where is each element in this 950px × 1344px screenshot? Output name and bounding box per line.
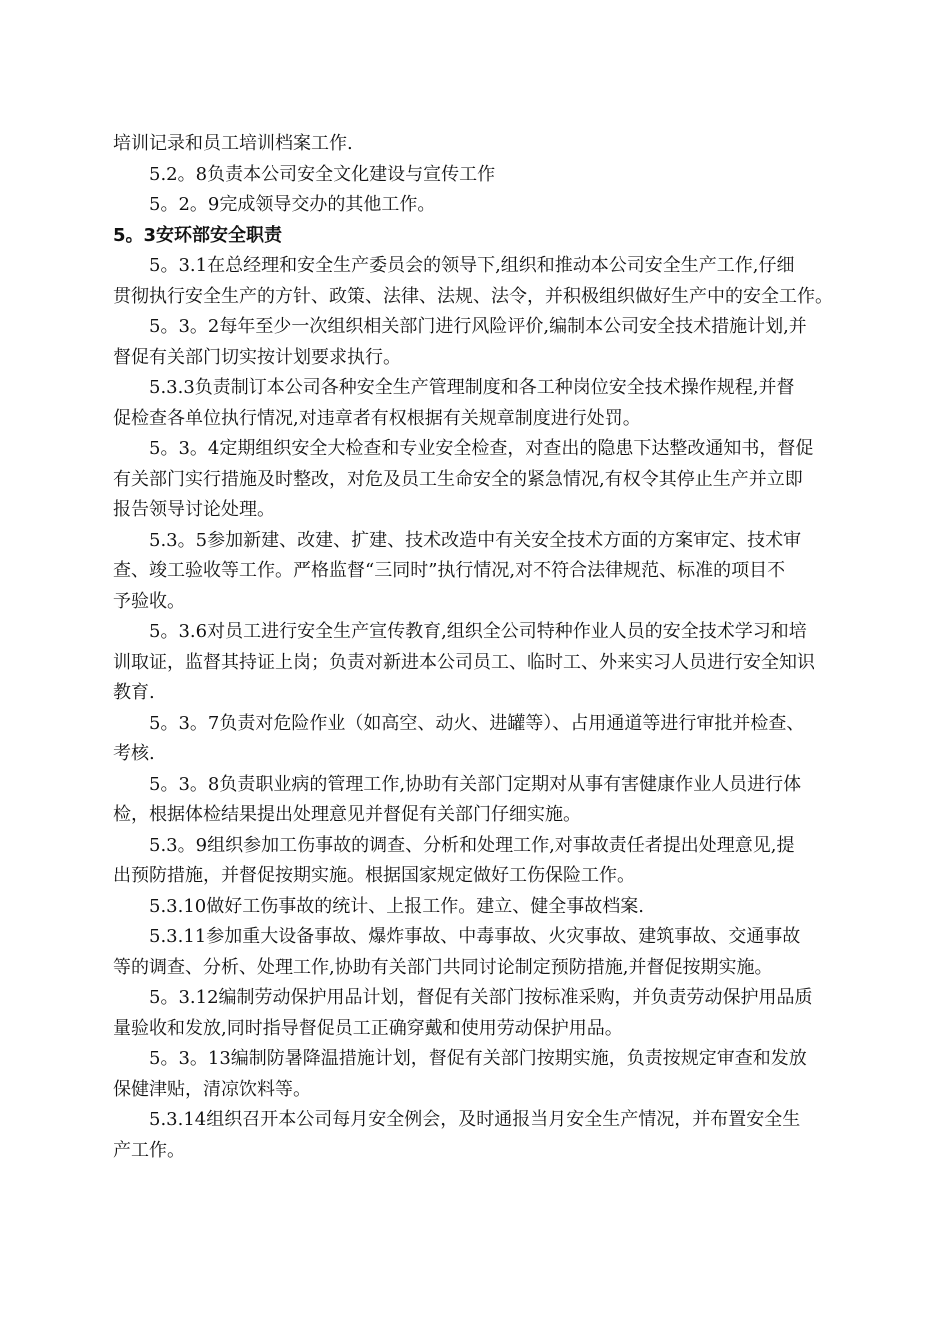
text-line: 5。3.1在总经理和安全生产委员会的领导下,组织和推动本公司安全生产工作,仔细 [149,255,795,276]
text-line: 督促有关部门切实按计划要求执行。 [113,346,401,368]
text-line: 5.3.10做好工伤事故的统计、上报工作。建立、健全事故档案. [149,895,644,917]
text-line: 教育. [113,682,155,703]
text-line: 贯彻执行安全生产的方针、政策、法律、法规、法令，并积极组织做好生产中的安全工作。 [113,285,833,307]
text-line: 5。3.6对员工进行安全生产宣传教育,组织全公司特种作业人员的安全技术学习和培 [149,621,807,642]
text-line: 5。3。13编制防暑降温措施计划，督促有关部门按期实施，负责按规定审查和发放 [149,1048,807,1069]
section-heading: 5。3安环部安全职责 [113,224,283,246]
text-line: 5.3.14组织召开本公司每月安全例会，及时通报当月安全生产情况，并布置安全生 [149,1109,801,1130]
text-line: 5.3.3负责制订本公司各种安全生产管理制度和各工种岗位安全技术操作规程,并督 [149,377,795,398]
text-line: 考核. [113,743,155,764]
text-line: 5。3。2每年至少一次组织相关部门进行风险评价,编制本公司安全技术措施计划,并 [149,316,807,337]
text-line: 等的调查、分析、处理工作,协助有关部门共同讨论制定预防措施,并督促按期实施。 [113,956,773,978]
text-line: 5。3。4定期组织安全大检查和专业安全检查，对查出的隐患下达整改通知书，督促 [149,438,814,459]
text-line: 产工作。 [113,1139,185,1161]
text-line: 出预防措施，并督促按期实施。根据国家规定做好工伤保险工作。 [113,865,635,886]
text-line: 5.3。5参加新建、改建、扩建、技术改造中有关安全技术方面的方案审定、技术审 [149,529,802,551]
text-line: 5。3。8负责职业病的管理工作,协助有关部门定期对从事有害健康作业人员进行体 [149,773,802,795]
text-line: 报告领导讨论处理。 [113,499,275,520]
text-line: 查、竣工验收等工作。严格监督“三同时”执行情况,对不符合法律规范、标准的项目不 [113,560,786,581]
text-line: 促检查各单位执行情况,对违章者有权根据有关规章制度进行处罚。 [113,407,641,429]
text-line: 予验收。 [113,590,185,612]
text-line: 5.2。8负责本公司安全文化建设与宣传工作 [149,163,496,185]
text-line: 检，根据体检结果提出处理意见并督促有关部门仔细实施。 [113,804,581,825]
text-line: 5。3.12编制劳动保护用品计划，督促有关部门按标准采购，并负责劳动保护用品质 [149,987,813,1008]
text-line: 量验收和发放,同时指导督促员工正确穿戴和使用劳动保护用品。 [113,1017,623,1039]
text-line: 有关部门实行措施及时整改，对危及员工生命安全的紧急情况,有权令其停止生产并立即 [113,468,803,490]
text-line: 训取证，监督其持证上岗；负责对新进本公司员工、临时工、外来实习人员进行安全知识 [113,651,815,673]
text-line: 5。2。9完成领导交办的其他工作。 [149,194,436,215]
text-line: 保健津贴，清凉饮料等。 [113,1078,311,1100]
document-page [113,129,863,1166]
text-line: 5.3.11参加重大设备事故、爆炸事故、中毒事故、火灾事故、建筑事故、交通事故 [149,926,801,947]
text-line: 培训记录和员工培训档案工作. [113,133,353,154]
text-line: 5.3。9组织参加工伤事故的调查、分析和处理工作,对事故责任者提出处理意见,提 [149,834,795,856]
text-line: 5。3。7负责对危险作业（如高空、动火、进罐等）、占用通道等进行审批并检查、 [149,712,805,734]
